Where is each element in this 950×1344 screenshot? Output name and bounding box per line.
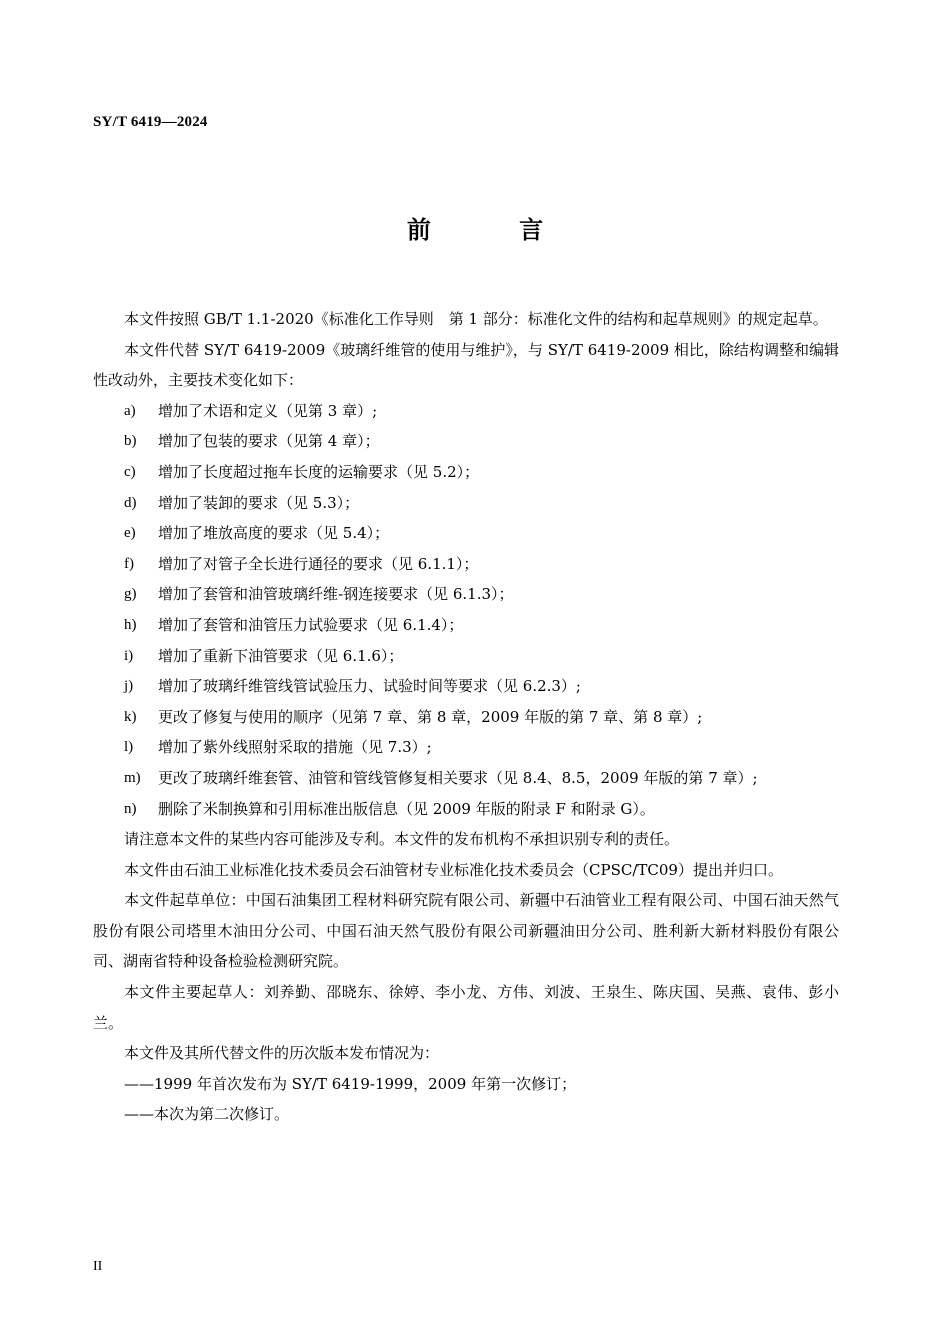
list-item	[93, 426, 839, 457]
paragraph-history-intro: 本文件及其所代替文件的历次版本发布情况为：	[124, 1044, 440, 1063]
paragraph-patent-notice: 请注意本文件的某些内容可能涉及专利。本文件的发布机构不承担识别专利的责任。	[124, 830, 680, 849]
document-body	[93, 304, 839, 1130]
list-marker: n)	[124, 800, 137, 817]
list-text: 增加了装卸的要求（见 5.3）；	[158, 493, 360, 512]
list-marker: k)	[124, 708, 137, 725]
list-marker: d)	[124, 494, 137, 511]
list-text: 增加了术语和定义（见第 3 章）;	[158, 401, 378, 420]
paragraph-drafters: 本文件主要起草人：刘养勤、邵晓东、徐婷、李小龙、方伟、刘波、王泉生、陈庆国、吴燕、袁伟、彭小兰。	[93, 983, 839, 1032]
page-title: 前 言	[406, 216, 584, 244]
list-marker: e)	[124, 525, 136, 542]
paragraph-drafting-basis: 本文件按照 GB/T 1.1-2020《标准化工作导则 第 1 部分：标准化文件的结构和起草规则》的规定起草。	[124, 310, 828, 328]
list-item	[93, 702, 839, 733]
history-item: ——1999 年首次发布为 SY/T 6419-1999，2009 年第一次修订；	[124, 1074, 577, 1093]
paragraph-replacement: 本文件代替 SY/T 6419-2009《玻璃纤维管的使用与维护》，与 SY/T 6419-2009 相比，除结构调整和编辑性改动外，主要技术变化如下：	[93, 340, 839, 390]
list-item	[93, 549, 839, 580]
list-item	[93, 488, 839, 519]
list-marker: j)	[124, 678, 134, 695]
list-marker: c)	[124, 463, 136, 480]
paragraph-proposed-by: 本文件由石油工业标准化技术委员会石油管材专业标准化技术委员会（CPSC/TC09）提出并归口。	[124, 860, 783, 879]
list-item	[93, 610, 839, 641]
list-item	[93, 457, 839, 488]
list-text: 增加了套管和油管玻璃纤维-钢连接要求（见 6.1.3）；	[158, 585, 514, 604]
list-item	[93, 579, 839, 610]
list-marker: i)	[124, 647, 134, 664]
list-marker: h)	[124, 616, 137, 633]
list-item	[93, 518, 839, 549]
list-text: 增加了长度超过拖车长度的运输要求（见 5.2）；	[158, 462, 480, 481]
list-text: 更改了玻璃纤维套管、油管和管线管修复相关要求（见 8.4、8.5，2009 年版的第 7 章）;	[158, 768, 758, 787]
list-item	[93, 671, 839, 702]
list-text: 增加了玻璃纤维管线管试验压力、试验时间等要求（见 6.2.3）;	[158, 677, 581, 696]
list-marker: l)	[124, 739, 134, 756]
list-text: 增加了紫外线照射采取的措施（见 7.3）;	[158, 738, 432, 757]
list-item	[93, 396, 839, 427]
list-text: 删除了米制换算和引用标准出版信息（见 2009 年版的附录 F 和附录 G）。	[158, 799, 655, 818]
list-marker: m)	[124, 769, 141, 786]
list-marker: f)	[124, 555, 134, 572]
list-text: 增加了对管子全长进行通径的要求（见 6.1.1）；	[158, 554, 479, 573]
list-item	[93, 794, 839, 825]
history-item: ——本次为第二次修订。	[124, 1105, 290, 1124]
changes-list	[93, 396, 839, 824]
list-marker: g)	[124, 586, 137, 603]
list-item	[93, 763, 839, 794]
standard-code: SY/T 6419—2024	[93, 114, 208, 130]
list-item	[93, 732, 839, 763]
page-number: II	[93, 1259, 103, 1274]
list-text: 增加了重新下油管要求（见 6.1.6）；	[158, 646, 404, 665]
paragraph-drafting-units: 本文件起草单位：中国石油集团工程材料研究院有限公司、新疆中石油管业工程有限公司、中国石油天然气股份有限公司塔里木油田分公司、中国石油天然气股份有限公司新疆油田分公司、胜利新大新材料股份有限公司、湖南省特种设备检验检测研究院。	[93, 891, 839, 971]
list-marker: b)	[124, 433, 137, 450]
list-item	[93, 641, 839, 672]
list-text: 增加了套管和油管压力试验要求（见 6.1.4）；	[158, 615, 464, 634]
list-text: 增加了堆放高度的要求（见 5.4）；	[158, 524, 390, 543]
list-text: 更改了修复与使用的顺序（见第 7 章、第 8 章，2009 年版的第 7 章、第 8 章）;	[158, 707, 703, 726]
list-marker: a)	[124, 402, 136, 419]
list-text: 增加了包装的要求（见第 4 章）；	[158, 432, 380, 451]
